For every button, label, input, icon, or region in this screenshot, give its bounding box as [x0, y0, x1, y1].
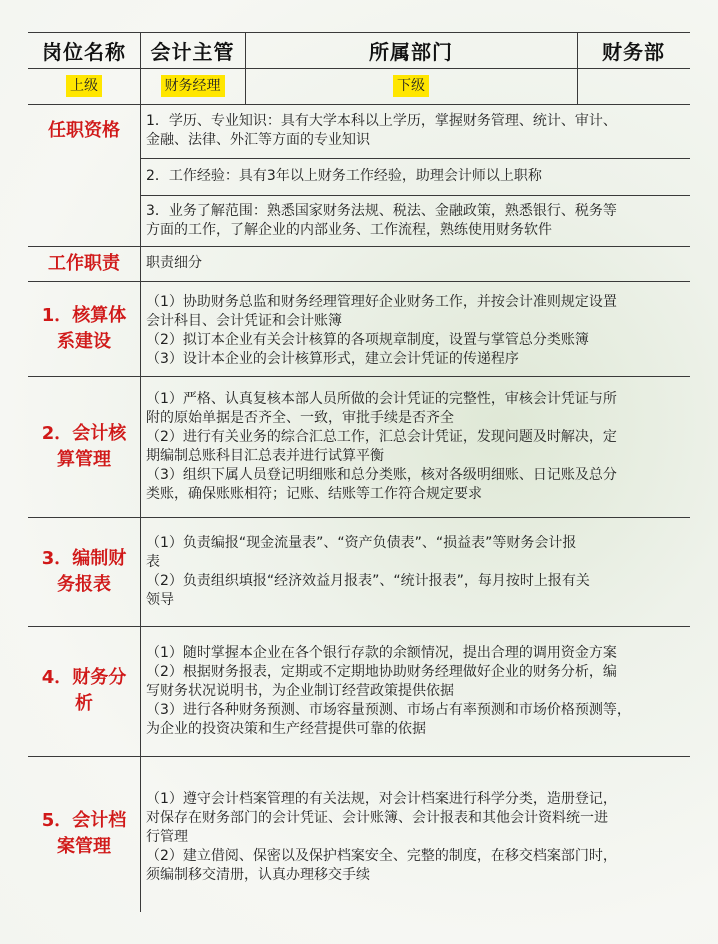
department-value: 财务部: [602, 39, 665, 64]
superior-label: 上级: [66, 75, 102, 97]
duties-label: 工作职责: [48, 252, 120, 274]
section-line: （2）负责组织填报“经济效益月报表”、“统计报表”，每月按时上报有关 领导: [146, 572, 590, 608]
subordinate-cell: [245, 68, 577, 104]
qualification-text: 3．业务了解范围：熟悉国家财务法规、税法、金融政策，熟悉银行、税务等 方面的工作，了解企业的内部业务、工作流程，熟练使用财务软件: [146, 202, 617, 238]
qualification-text: 2．工作经验：具有3年以上财务工作经验，助理会计师以上职称: [146, 168, 542, 184]
qualification-experience: [146, 158, 686, 195]
section-line: （2）拟订本企业有关会计核算的各项规章制度，设置与掌管总分类账簿: [146, 331, 589, 348]
section-line: （2）根据财务报表，定期或不定期地协助财务经理做好企业的财务分析，编 写财务状况说明书，为企业制订经营政策提供依据: [146, 663, 617, 699]
column-divider: [140, 32, 141, 912]
section-content: [146, 626, 690, 756]
section-content: [146, 756, 690, 912]
subordinate-label: 下级: [393, 75, 429, 97]
section-line: （3）组织下属人员登记明细账和总分类账，核对各级明细账、日记账及总分 类账，确保账账相符；记账、结账等工作符合规定要求: [146, 466, 617, 502]
superior-value: 财务经理: [161, 75, 225, 97]
superior-value-cell: [140, 68, 245, 104]
section-content: [146, 376, 690, 517]
qualifications-label: 任职资格: [48, 120, 120, 141]
section-label: 3．编制财 务报表: [41, 547, 127, 595]
section-label: 4．财务分 析: [41, 667, 127, 714]
department-label: 所属部门: [369, 39, 453, 64]
section-label: 1．核算体 系建设: [41, 304, 127, 352]
position-label: 岗位名称: [42, 39, 126, 64]
section-line: （3）设计本企业的会计核算形式，建立会计凭证的传递程序: [146, 350, 519, 367]
section-label: 2．会计核 算管理: [41, 422, 127, 470]
section-line: （2）进行有关业务的综合汇总工作，汇总会计凭证，发现问题及时解决，定 期编制总账科目汇总表并进行试算平衡: [146, 428, 617, 464]
section-content: [146, 517, 690, 626]
duties-sub-label: [146, 246, 686, 281]
section-line: （1）严格、认真复核本部人员所做的会计凭证的完整性，审核会计凭证与所 附的原始单据是否齐全、一致，审批手续是否齐全: [146, 390, 617, 426]
section-line: （1）随时掌握本企业在各个银行存款的余额情况，提出合理的调用资金方案: [146, 644, 617, 661]
section-line: （1）负责编报“现金流量表”、“资产负债表”、“损益表”等财务会计报 表: [146, 534, 577, 570]
duties-sub-label-text: 职责细分: [146, 255, 202, 271]
section-line: （1）遵守会计档案管理的有关法规，对会计档案进行科学分类，造册登记， 对保存在财务部门的会计凭证、会计账簿、会计报表和其他会计资料统一进 行管理: [146, 791, 617, 845]
qualification-business-scope: [146, 195, 686, 246]
qualification-education: [146, 104, 686, 158]
position-value: 会计主管: [150, 39, 235, 64]
qualification-text: 1．学历、专业知识：具有大学本科以上学历，掌握财务管理、统计、审计、 金融、法律、外汇等方面的专业知识: [146, 113, 617, 148]
superior-cell: [28, 68, 140, 104]
section-content: [146, 281, 690, 376]
section-label: 5．会计档 案管理: [41, 810, 127, 857]
section-line: （3）进行各种财务预测、市场容量预测、市场占有率预测和市场价格预测等， 为企业的投资决策和生产经营提供可靠的依据: [146, 701, 631, 737]
section-line: （1）协助财务总监和财务经理管理好企业财务工作，并按会计准则规定设置 会计科目、会计凭证和会计账簿: [146, 293, 617, 329]
section-line: （2）建立借阅、保密以及保护档案安全、完整的制度，在移交档案部门时， 须编制移交清册，认真办理移交手续: [146, 848, 617, 883]
